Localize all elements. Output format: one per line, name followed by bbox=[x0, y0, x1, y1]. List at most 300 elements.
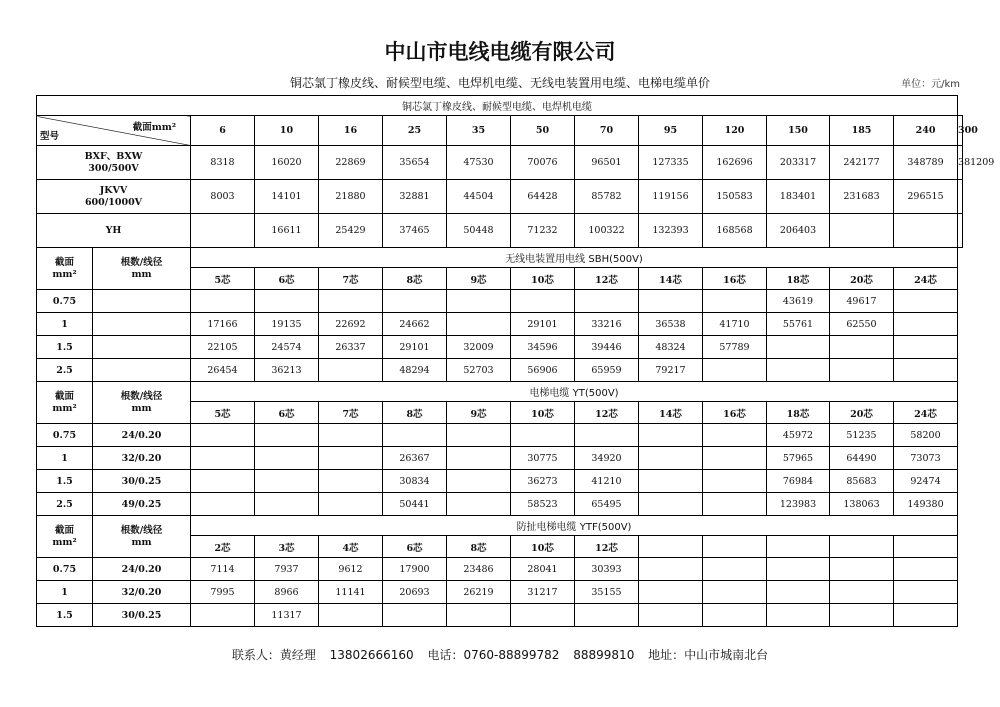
price-cell: 65959 bbox=[575, 359, 639, 382]
area-cell: 1 bbox=[37, 447, 93, 470]
core-header bbox=[767, 536, 830, 558]
strand-cell bbox=[93, 313, 191, 336]
price-cell: 85683 bbox=[830, 470, 894, 493]
price-cell: 85782 bbox=[575, 180, 639, 214]
strand-cell: 24/0.20 bbox=[93, 424, 191, 447]
price-cell: 30834 bbox=[383, 470, 447, 493]
price-cell bbox=[894, 214, 958, 248]
size-header: 70 bbox=[575, 116, 639, 146]
table-row bbox=[37, 424, 963, 447]
price-cell bbox=[191, 424, 255, 447]
area-cell: 1 bbox=[37, 313, 93, 336]
price-cell bbox=[255, 447, 319, 470]
header-row bbox=[37, 116, 963, 146]
price-cell bbox=[191, 493, 255, 516]
price-cell: 58200 bbox=[894, 424, 958, 447]
price-cell: 39446 bbox=[575, 336, 639, 359]
price-cell: 36273 bbox=[511, 470, 575, 493]
table-row bbox=[37, 581, 963, 604]
strand-cell: 32/0.20 bbox=[93, 581, 191, 604]
price-cell: 50441 bbox=[383, 493, 447, 516]
core-header: 16芯 bbox=[703, 268, 767, 290]
model-cell bbox=[37, 146, 191, 180]
price-cell bbox=[319, 470, 383, 493]
table-row bbox=[37, 604, 963, 627]
contact-person: 联系人：黄经理 bbox=[231, 648, 316, 662]
corner-header bbox=[37, 116, 191, 146]
strand-header bbox=[93, 382, 191, 424]
price-cell: 24574 bbox=[255, 336, 319, 359]
price-cell bbox=[767, 581, 830, 604]
size-header: 185 bbox=[830, 116, 894, 146]
price-cell: 17900 bbox=[383, 558, 447, 581]
price-cell: 381209 bbox=[958, 146, 963, 180]
core-header: 4芯 bbox=[319, 536, 383, 558]
price-cell: 25429 bbox=[319, 214, 383, 248]
price-cell bbox=[639, 447, 703, 470]
price-cell: 31217 bbox=[511, 581, 575, 604]
core-header: 8芯 bbox=[383, 402, 447, 424]
price-cell: 100322 bbox=[575, 214, 639, 248]
section-header-row bbox=[37, 516, 963, 536]
table-row bbox=[37, 290, 963, 313]
price-cell bbox=[447, 470, 511, 493]
cell-line: YH bbox=[105, 224, 122, 236]
price-cell: 231683 bbox=[830, 180, 894, 214]
core-header bbox=[894, 536, 958, 558]
table-row bbox=[37, 146, 963, 180]
area-cell: 2.5 bbox=[37, 493, 93, 516]
price-cell: 57789 bbox=[703, 336, 767, 359]
cell-line: BXF、BXW bbox=[84, 150, 143, 162]
price-cell: 30393 bbox=[575, 558, 639, 581]
price-cell: 71232 bbox=[511, 214, 575, 248]
strand-cell: 32/0.20 bbox=[93, 447, 191, 470]
price-cell: 44504 bbox=[447, 180, 511, 214]
price-cell bbox=[958, 214, 963, 248]
cell-line: 根数/线径 bbox=[120, 390, 163, 402]
price-cell: 162696 bbox=[703, 146, 767, 180]
price-cell bbox=[383, 604, 447, 627]
price-cell bbox=[255, 493, 319, 516]
core-header: 24芯 bbox=[894, 268, 958, 290]
address: 地址：中山市城南北台 bbox=[648, 648, 769, 662]
price-cell: 16611 bbox=[255, 214, 319, 248]
area-cell: 0.75 bbox=[37, 290, 93, 313]
strand-cell: 24/0.20 bbox=[93, 558, 191, 581]
price-cell bbox=[894, 558, 958, 581]
strand-cell bbox=[93, 290, 191, 313]
price-cell: 7937 bbox=[255, 558, 319, 581]
core-header: 6芯 bbox=[255, 268, 319, 290]
price-cell bbox=[703, 558, 767, 581]
price-cell bbox=[575, 604, 639, 627]
core-header: 9芯 bbox=[447, 402, 511, 424]
price-cell: 36538 bbox=[639, 313, 703, 336]
price-cell: 14101 bbox=[255, 180, 319, 214]
price-cell: 55761 bbox=[767, 313, 830, 336]
core-header: 10芯 bbox=[511, 268, 575, 290]
price-cell bbox=[703, 604, 767, 627]
price-cell: 41710 bbox=[703, 313, 767, 336]
mobile-number: 13802666160 bbox=[329, 648, 414, 662]
price-cell: 7995 bbox=[191, 581, 255, 604]
cell-line: 截面 bbox=[54, 256, 74, 268]
price-cell: 92474 bbox=[894, 470, 958, 493]
price-cell: 51235 bbox=[830, 424, 894, 447]
price-cell: 26367 bbox=[383, 447, 447, 470]
corner-top-label: 截面mm² bbox=[132, 122, 176, 133]
price-cell bbox=[830, 581, 894, 604]
cell-line: mm bbox=[131, 402, 152, 414]
price-cell bbox=[894, 336, 958, 359]
area-cell: 1 bbox=[37, 581, 93, 604]
section-title: 电梯电缆 YT(500V) bbox=[191, 382, 958, 402]
price-cell: 11141 bbox=[319, 581, 383, 604]
price-cell: 149380 bbox=[894, 493, 958, 516]
table-row bbox=[37, 336, 963, 359]
price-cell: 29101 bbox=[511, 313, 575, 336]
price-cell: 20693 bbox=[383, 581, 447, 604]
area-cell: 1.5 bbox=[37, 336, 93, 359]
price-cell bbox=[447, 424, 511, 447]
price-cell: 30775 bbox=[511, 447, 575, 470]
price-cell: 62550 bbox=[830, 313, 894, 336]
price-cell bbox=[894, 290, 958, 313]
price-cell: 48294 bbox=[383, 359, 447, 382]
price-cell: 48324 bbox=[639, 336, 703, 359]
price-cell: 28041 bbox=[511, 558, 575, 581]
price-cell bbox=[319, 424, 383, 447]
size-header: 300 bbox=[958, 116, 963, 146]
price-cell bbox=[894, 581, 958, 604]
price-cell bbox=[830, 558, 894, 581]
core-header: 20芯 bbox=[830, 268, 894, 290]
strand-cell bbox=[93, 336, 191, 359]
price-cell: 132393 bbox=[639, 214, 703, 248]
core-header: 7芯 bbox=[319, 402, 383, 424]
model-cell bbox=[37, 180, 191, 214]
price-cell: 79217 bbox=[639, 359, 703, 382]
core-header: 20芯 bbox=[830, 402, 894, 424]
price-cell bbox=[894, 604, 958, 627]
section-header-row bbox=[37, 382, 963, 402]
price-cell bbox=[191, 214, 255, 248]
price-cell: 56906 bbox=[511, 359, 575, 382]
price-cell bbox=[319, 359, 383, 382]
section-title: 无线电装置用电线 SBH(500V) bbox=[191, 248, 958, 268]
table-row bbox=[37, 180, 963, 214]
section-title: 铜芯氯丁橡皮线、耐候型电缆、电焊机电缆 bbox=[37, 96, 958, 116]
table-row bbox=[37, 214, 963, 248]
strand-header bbox=[93, 248, 191, 290]
price-cell: 50448 bbox=[447, 214, 511, 248]
core-header: 12芯 bbox=[575, 402, 639, 424]
phone-number: 电话：0760-88899782 bbox=[427, 648, 560, 662]
area-cell: 0.75 bbox=[37, 424, 93, 447]
price-cell: 17166 bbox=[191, 313, 255, 336]
cell-line: 根数/线径 bbox=[120, 524, 163, 536]
price-cell bbox=[894, 359, 958, 382]
price-cell: 150583 bbox=[703, 180, 767, 214]
price-cell: 37465 bbox=[383, 214, 447, 248]
price-cell bbox=[639, 581, 703, 604]
price-cell: 34920 bbox=[575, 447, 639, 470]
table-row bbox=[37, 470, 963, 493]
price-cell: 19135 bbox=[255, 313, 319, 336]
section-title: 防扯电梯电缆 YTF(500V) bbox=[191, 516, 958, 536]
page-title: 中山市电线电缆有限公司 bbox=[384, 40, 616, 64]
price-cell bbox=[639, 424, 703, 447]
area-header bbox=[37, 248, 93, 290]
price-cell: 21880 bbox=[319, 180, 383, 214]
price-cell: 49617 bbox=[830, 290, 894, 313]
price-cell bbox=[767, 359, 830, 382]
price-cell bbox=[703, 290, 767, 313]
price-table bbox=[36, 95, 995, 627]
size-header: 240 bbox=[894, 116, 958, 146]
price-cell bbox=[639, 290, 703, 313]
section-header-row bbox=[37, 248, 963, 268]
price-cell: 9612 bbox=[319, 558, 383, 581]
price-cell bbox=[383, 290, 447, 313]
price-cell: 35155 bbox=[575, 581, 639, 604]
price-cell bbox=[639, 604, 703, 627]
price-cell bbox=[767, 604, 830, 627]
size-header: 25 bbox=[383, 116, 447, 146]
price-cell bbox=[703, 359, 767, 382]
area-cell: 2.5 bbox=[37, 359, 93, 382]
price-cell: 11317 bbox=[255, 604, 319, 627]
core-header: 9芯 bbox=[447, 268, 511, 290]
price-cell bbox=[830, 359, 894, 382]
price-cell: 43619 bbox=[767, 290, 830, 313]
cell-line: mm² bbox=[52, 402, 77, 414]
price-cell bbox=[255, 470, 319, 493]
core-header bbox=[830, 536, 894, 558]
table-row bbox=[37, 313, 963, 336]
price-cell: 45972 bbox=[767, 424, 830, 447]
cell-line: mm² bbox=[52, 268, 77, 280]
price-cell bbox=[447, 493, 511, 516]
core-header: 24芯 bbox=[894, 402, 958, 424]
size-header: 120 bbox=[703, 116, 767, 146]
price-cell: 73073 bbox=[894, 447, 958, 470]
size-header: 95 bbox=[639, 116, 703, 146]
price-cell: 47530 bbox=[447, 146, 511, 180]
price-cell bbox=[447, 447, 511, 470]
page-subtitle: 铜芯氯丁橡皮线、耐候型电缆、电焊机电缆、无线电装置用电缆、电梯电缆单价 bbox=[289, 76, 710, 90]
area-header bbox=[37, 516, 93, 558]
price-cell: 123983 bbox=[767, 493, 830, 516]
price-cell: 35654 bbox=[383, 146, 447, 180]
price-cell: 32009 bbox=[447, 336, 511, 359]
phone-number-2: 88899810 bbox=[573, 648, 635, 662]
table-row bbox=[37, 493, 963, 516]
table-row bbox=[37, 359, 963, 382]
price-cell: 8318 bbox=[191, 146, 255, 180]
price-cell: 65495 bbox=[575, 493, 639, 516]
core-header: 12芯 bbox=[575, 536, 639, 558]
core-header: 3芯 bbox=[255, 536, 319, 558]
table-row bbox=[37, 558, 963, 581]
price-cell bbox=[767, 336, 830, 359]
core-header: 6芯 bbox=[383, 536, 447, 558]
price-cell: 41210 bbox=[575, 470, 639, 493]
price-cell bbox=[767, 558, 830, 581]
cell-line: 300/500V bbox=[88, 162, 139, 174]
price-cell bbox=[255, 424, 319, 447]
size-header: 150 bbox=[767, 116, 830, 146]
cell-line: 截面 bbox=[54, 390, 74, 402]
core-header bbox=[703, 536, 767, 558]
size-header: 50 bbox=[511, 116, 575, 146]
price-cell bbox=[191, 290, 255, 313]
price-cell bbox=[830, 336, 894, 359]
size-header: 6 bbox=[191, 116, 255, 146]
price-cell bbox=[958, 180, 963, 214]
price-cell: 348789 bbox=[894, 146, 958, 180]
core-header: 5芯 bbox=[191, 268, 255, 290]
price-cell bbox=[191, 470, 255, 493]
price-cell: 203317 bbox=[767, 146, 830, 180]
table-row bbox=[37, 447, 963, 470]
size-header: 16 bbox=[319, 116, 383, 146]
price-cell: 26454 bbox=[191, 359, 255, 382]
core-header: 10芯 bbox=[511, 402, 575, 424]
price-cell bbox=[639, 470, 703, 493]
core-header: 12芯 bbox=[575, 268, 639, 290]
cell-line: 600/1000V bbox=[84, 196, 143, 208]
strand-cell: 49/0.25 bbox=[93, 493, 191, 516]
price-cell: 242177 bbox=[830, 146, 894, 180]
cell-line: mm² bbox=[52, 536, 77, 548]
cell-line: 截面 bbox=[54, 524, 74, 536]
core-header: 14芯 bbox=[639, 268, 703, 290]
core-header: 8芯 bbox=[383, 268, 447, 290]
core-header: 10芯 bbox=[511, 536, 575, 558]
price-cell: 26219 bbox=[447, 581, 511, 604]
price-cell bbox=[575, 424, 639, 447]
strand-cell: 30/0.25 bbox=[93, 604, 191, 627]
price-cell: 64428 bbox=[511, 180, 575, 214]
cell-line: JKVV bbox=[99, 184, 128, 196]
strand-header bbox=[93, 516, 191, 558]
price-cell: 96501 bbox=[575, 146, 639, 180]
price-cell: 29101 bbox=[383, 336, 447, 359]
price-cell: 22869 bbox=[319, 146, 383, 180]
price-cell bbox=[511, 290, 575, 313]
price-cell: 58523 bbox=[511, 493, 575, 516]
price-cell: 24662 bbox=[383, 313, 447, 336]
contact-footer bbox=[0, 646, 1000, 663]
strand-cell bbox=[93, 359, 191, 382]
price-cell bbox=[703, 470, 767, 493]
price-cell: 52703 bbox=[447, 359, 511, 382]
price-cell: 7114 bbox=[191, 558, 255, 581]
cell-line: 根数/线径 bbox=[120, 256, 163, 268]
price-cell bbox=[191, 604, 255, 627]
core-header: 2芯 bbox=[191, 536, 255, 558]
price-cell bbox=[319, 604, 383, 627]
price-cell: 22692 bbox=[319, 313, 383, 336]
area-cell: 1.5 bbox=[37, 604, 93, 627]
size-header: 10 bbox=[255, 116, 319, 146]
price-cell bbox=[830, 604, 894, 627]
price-cell bbox=[447, 604, 511, 627]
price-cell bbox=[703, 581, 767, 604]
price-cell: 76984 bbox=[767, 470, 830, 493]
price-cell bbox=[447, 290, 511, 313]
section-title-row bbox=[37, 96, 963, 116]
price-cell bbox=[511, 604, 575, 627]
core-header: 7芯 bbox=[319, 268, 383, 290]
core-header: 8芯 bbox=[447, 536, 511, 558]
price-cell bbox=[255, 290, 319, 313]
price-cell: 64490 bbox=[830, 447, 894, 470]
size-header: 35 bbox=[447, 116, 511, 146]
price-cell: 32881 bbox=[383, 180, 447, 214]
price-cell: 168568 bbox=[703, 214, 767, 248]
price-cell: 36213 bbox=[255, 359, 319, 382]
area-header bbox=[37, 382, 93, 424]
price-cell: 138063 bbox=[830, 493, 894, 516]
corner-bottom-label: 型号 bbox=[40, 131, 60, 142]
price-cell: 183401 bbox=[767, 180, 830, 214]
price-cell bbox=[319, 290, 383, 313]
strand-cell: 30/0.25 bbox=[93, 470, 191, 493]
price-cell bbox=[319, 493, 383, 516]
price-cell bbox=[703, 424, 767, 447]
price-cell: 22105 bbox=[191, 336, 255, 359]
price-cell: 296515 bbox=[894, 180, 958, 214]
price-cell bbox=[894, 313, 958, 336]
core-header: 18芯 bbox=[767, 402, 830, 424]
price-cell bbox=[447, 313, 511, 336]
area-cell: 0.75 bbox=[37, 558, 93, 581]
core-header: 6芯 bbox=[255, 402, 319, 424]
core-header: 16芯 bbox=[703, 402, 767, 424]
price-cell: 127335 bbox=[639, 146, 703, 180]
core-header: 5芯 bbox=[191, 402, 255, 424]
price-cell bbox=[639, 493, 703, 516]
area-cell: 1.5 bbox=[37, 470, 93, 493]
price-cell bbox=[511, 424, 575, 447]
cell-line: mm bbox=[131, 268, 152, 280]
price-cell bbox=[575, 290, 639, 313]
price-cell bbox=[703, 493, 767, 516]
price-cell: 23486 bbox=[447, 558, 511, 581]
price-cell bbox=[191, 447, 255, 470]
price-cell: 70076 bbox=[511, 146, 575, 180]
price-cell: 33216 bbox=[575, 313, 639, 336]
core-header: 14芯 bbox=[639, 402, 703, 424]
model-cell bbox=[37, 214, 191, 248]
price-table-body bbox=[37, 96, 995, 627]
price-cell: 34596 bbox=[511, 336, 575, 359]
core-header: 18芯 bbox=[767, 268, 830, 290]
price-cell: 8966 bbox=[255, 581, 319, 604]
price-cell bbox=[639, 558, 703, 581]
core-header bbox=[639, 536, 703, 558]
price-cell bbox=[319, 447, 383, 470]
price-cell: 119156 bbox=[639, 180, 703, 214]
price-cell: 8003 bbox=[191, 180, 255, 214]
price-cell bbox=[830, 214, 894, 248]
unit-label: 单位：元/km bbox=[901, 79, 960, 90]
price-cell: 206403 bbox=[767, 214, 830, 248]
price-cell: 16020 bbox=[255, 146, 319, 180]
